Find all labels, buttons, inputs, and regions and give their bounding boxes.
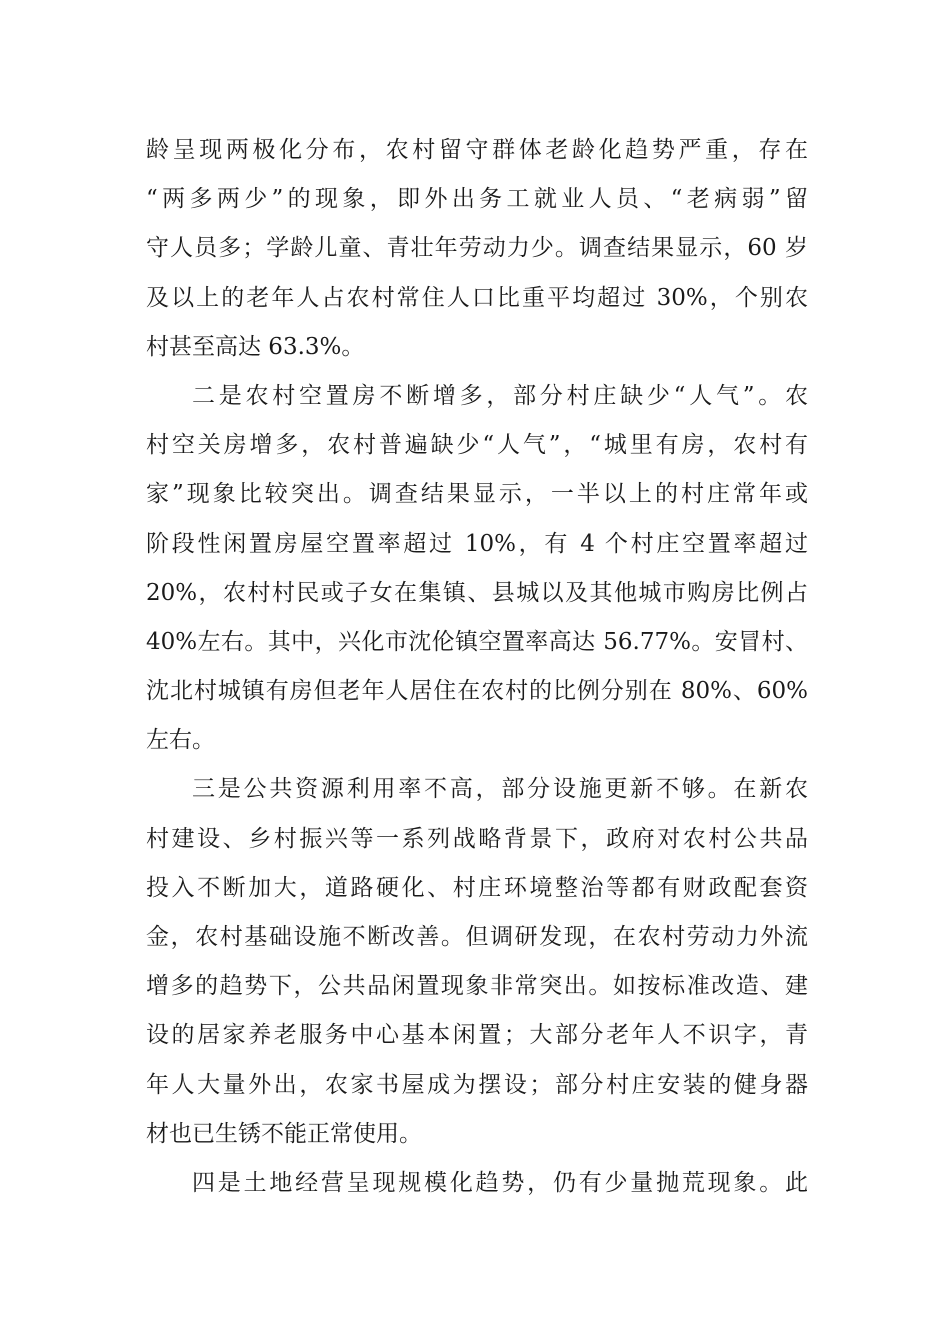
text-line: 40%左右。其中，兴化市沈伦镇空置率高达 56.77%。安冒村、 <box>146 628 808 655</box>
text-line: 及以上的老年人占农村常住人口比重平均超过 30%，个别农 <box>146 284 808 311</box>
paragraph-first-line: 四是土地经营呈现规模化趋势，仍有少量抛荒现象。此 <box>192 1169 808 1196</box>
text-line: 增多的趋势下，公共品闲置现象非常突出。如按标准改造、建 <box>146 973 808 1000</box>
text-line: 左右。 <box>146 727 215 754</box>
text-line: 材也已生锈不能正常使用。 <box>146 1120 422 1147</box>
paragraph-first-line: 三是公共资源利用率不高，部分设施更新不够。在新农 <box>192 776 808 803</box>
text-line: 金，农村基础设施不断改善。但调研发现，在农村劳动力外流 <box>146 924 808 950</box>
text-line: 守人员多；学龄儿童、青壮年劳动力少。调查结果显示，60 岁 <box>146 235 808 262</box>
text-line: “两多两少”的现象，即外出务工就业人员、“老病弱”留 <box>146 186 808 213</box>
text-line: 年人大量外出，农家书屋成为摆设；部分村庄安装的健身器 <box>146 1071 808 1098</box>
text-line: 村建设、乡村振兴等一系列战略背景下，政府对农村公共品 <box>146 825 808 852</box>
text-line: 阶段性闲置房屋空置率超过 10%，有 4 个村庄空置率超过 <box>146 530 808 557</box>
text-line: 设的居家养老服务中心基本闲置；大部分老年人不识字，青 <box>146 1022 808 1049</box>
text-line: 村甚至高达 63.3%。 <box>146 333 365 360</box>
text-line: 20%，农村村民或子女在集镇、县城以及其他城市购房比例占 <box>146 579 808 606</box>
text-line: 投入不断加大，道路硬化、村庄环境整治等都有财政配套资 <box>146 874 808 901</box>
text-line: 龄呈现两极化分布，农村留守群体老龄化趋势严重，存在 <box>146 137 808 163</box>
text-line: 家”现象比较突出。调查结果显示，一半以上的村庄常年或 <box>146 481 808 508</box>
paragraph-first-line: 二是农村空置房不断增多，部分村庄缺少“人气”。农 <box>192 382 808 409</box>
text-line: 村空关房增多，农村普遍缺少“人气”，“城里有房，农村有 <box>146 432 808 459</box>
text-line: 沈北村城镇有房但老年人居住在农村的比例分别在 80%、60% <box>146 678 808 705</box>
body-text <box>146 126 808 1208</box>
